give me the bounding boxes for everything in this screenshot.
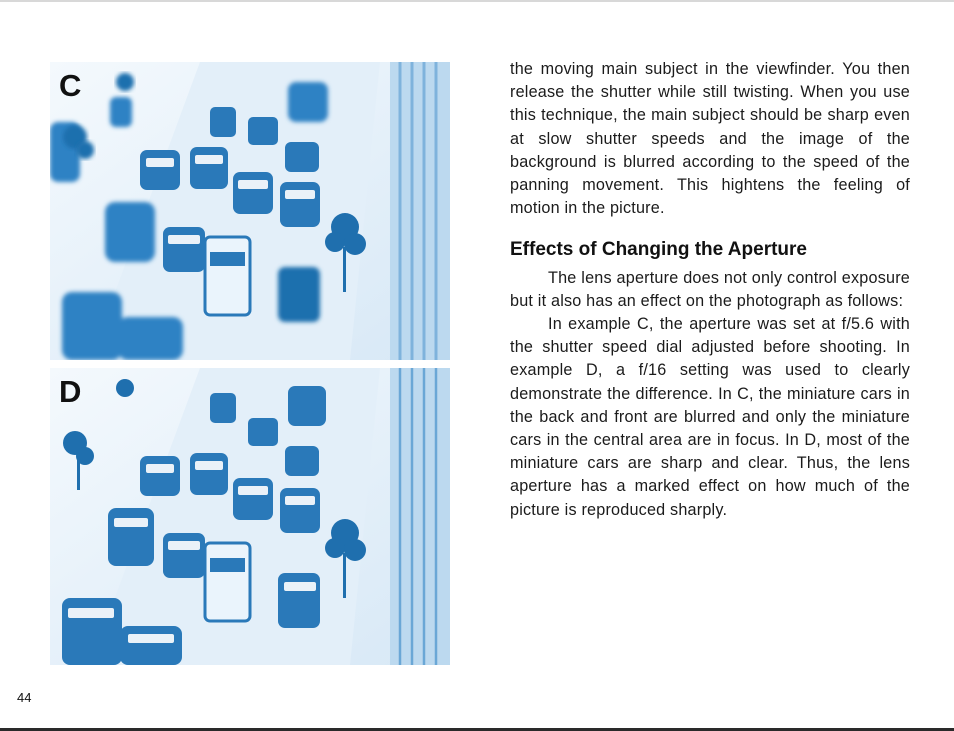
street-scene-d-illustration xyxy=(50,368,450,665)
section-heading: Effects of Changing the Aperture xyxy=(510,239,807,261)
page-top-edge xyxy=(0,0,954,2)
street-scene-c-illustration xyxy=(50,62,450,360)
intro-paragraph: the moving main subject in the viewfinder. You then release the shutter while still twisting. When you use this technique, the main subject should be sharp even at slow shutter speeds and the image of the background is blurred according to the speed of the panning movement. This hightens the feeling of motion in the picture. xyxy=(510,60,910,218)
text-column xyxy=(510,58,910,522)
photo-label-c: C xyxy=(59,68,82,103)
photo-example-c xyxy=(50,62,450,360)
photo-label-d: D xyxy=(59,374,82,409)
photo-example-d xyxy=(50,368,450,665)
page-number: 44 xyxy=(17,690,32,705)
aperture-paragraph-2: In example C, the aperture was set at f/5.6 with the shutter speed dial adjusted before shooting. In example D, a f/16 setting was used to clearly demonstrate the difference. In C, the miniature cars in the back and front are blurred and only the miniature cars in the central area are in focus. In D, most of the miniature cars are sharp and clear. Thus, the lens aperture has a marked effect on how much of the picture is reproduced sharply. xyxy=(510,315,910,519)
aperture-paragraph-1: The lens aperture does not only control exposure but it also has an effect on the photograph as follows: xyxy=(510,268,910,310)
